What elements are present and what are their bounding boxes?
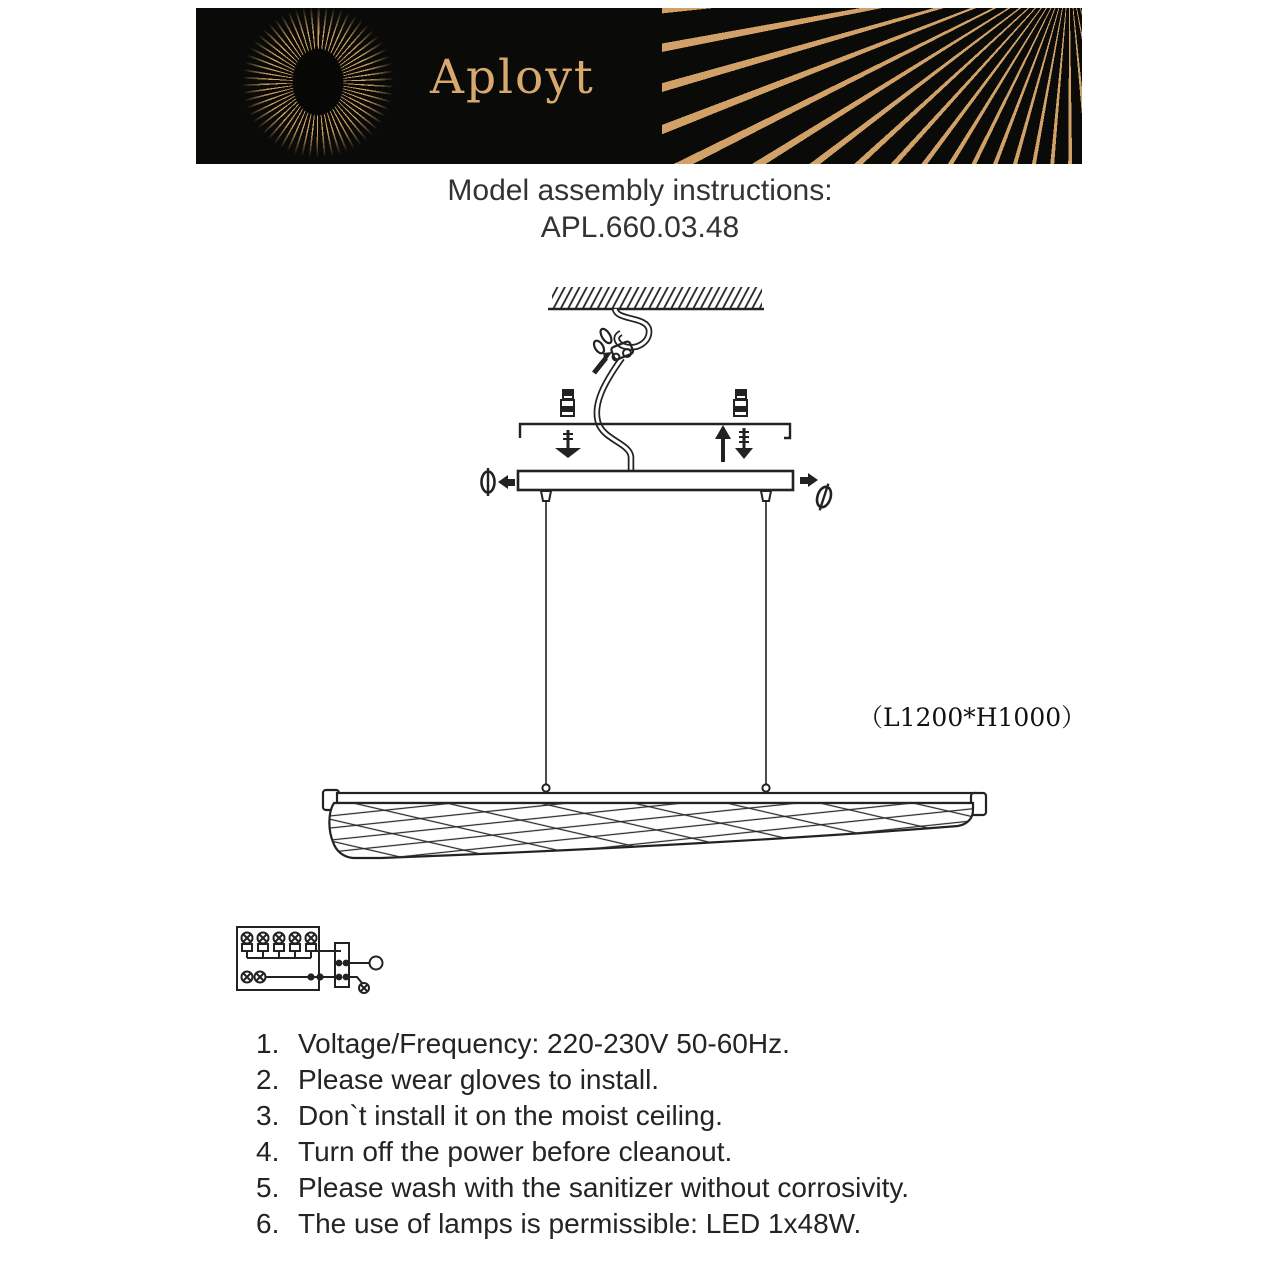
screw-icon-right xyxy=(735,428,753,459)
item-text: The use of lamps is permissible: LED 1x48W. xyxy=(298,1208,862,1239)
instructions-list xyxy=(256,1026,1136,1242)
item-number: 1. xyxy=(256,1028,280,1059)
brand-name: Aployt xyxy=(430,50,595,105)
lamp-shade xyxy=(323,790,986,858)
suspension-cable-left xyxy=(541,491,551,792)
item-number: 4. xyxy=(256,1136,280,1167)
arrow-up-icon xyxy=(715,425,731,462)
item-text: Don`t install it on the moist ceiling. xyxy=(298,1100,723,1131)
ceiling-hatch xyxy=(548,287,764,309)
dimension-label: （L1200*H1000） xyxy=(858,703,1087,732)
item-number: 3. xyxy=(256,1100,280,1131)
item-text: Voltage/Frequency: 220-230V 50-60Hz. xyxy=(298,1028,790,1059)
item-text: Please wash with the sanitizer without corrosivity. xyxy=(298,1172,910,1203)
item-text: Turn off the power before cleanout. xyxy=(298,1136,733,1167)
wall-anchor-icon-left xyxy=(561,390,574,416)
list-item xyxy=(256,1026,1136,1062)
page-title: Model assembly instructions: xyxy=(447,174,833,207)
canopy xyxy=(518,471,793,490)
list-item xyxy=(256,1170,1136,1206)
item-text: Please wear gloves to install. xyxy=(298,1064,660,1095)
list-item xyxy=(256,1206,1136,1242)
item-number: 6. xyxy=(256,1208,280,1239)
suspension-cable-right xyxy=(761,491,771,792)
model-number: APL.660.03.48 xyxy=(540,211,740,244)
wiring-diagram xyxy=(237,927,383,993)
ground-screws xyxy=(242,972,266,983)
list-item xyxy=(256,1134,1136,1170)
side-screw-symbol-left xyxy=(482,468,516,496)
item-number: 2. xyxy=(256,1064,280,1095)
power-cable-icon xyxy=(592,309,649,471)
screw-icon-left xyxy=(555,430,581,458)
list-item xyxy=(256,1098,1136,1134)
wall-anchor-icon-right xyxy=(734,390,747,416)
item-number: 5. xyxy=(256,1172,280,1203)
list-item xyxy=(256,1062,1136,1098)
terminal-screws xyxy=(242,933,317,952)
side-screw-symbol-right xyxy=(800,473,835,512)
mounting-bracket xyxy=(520,424,790,438)
